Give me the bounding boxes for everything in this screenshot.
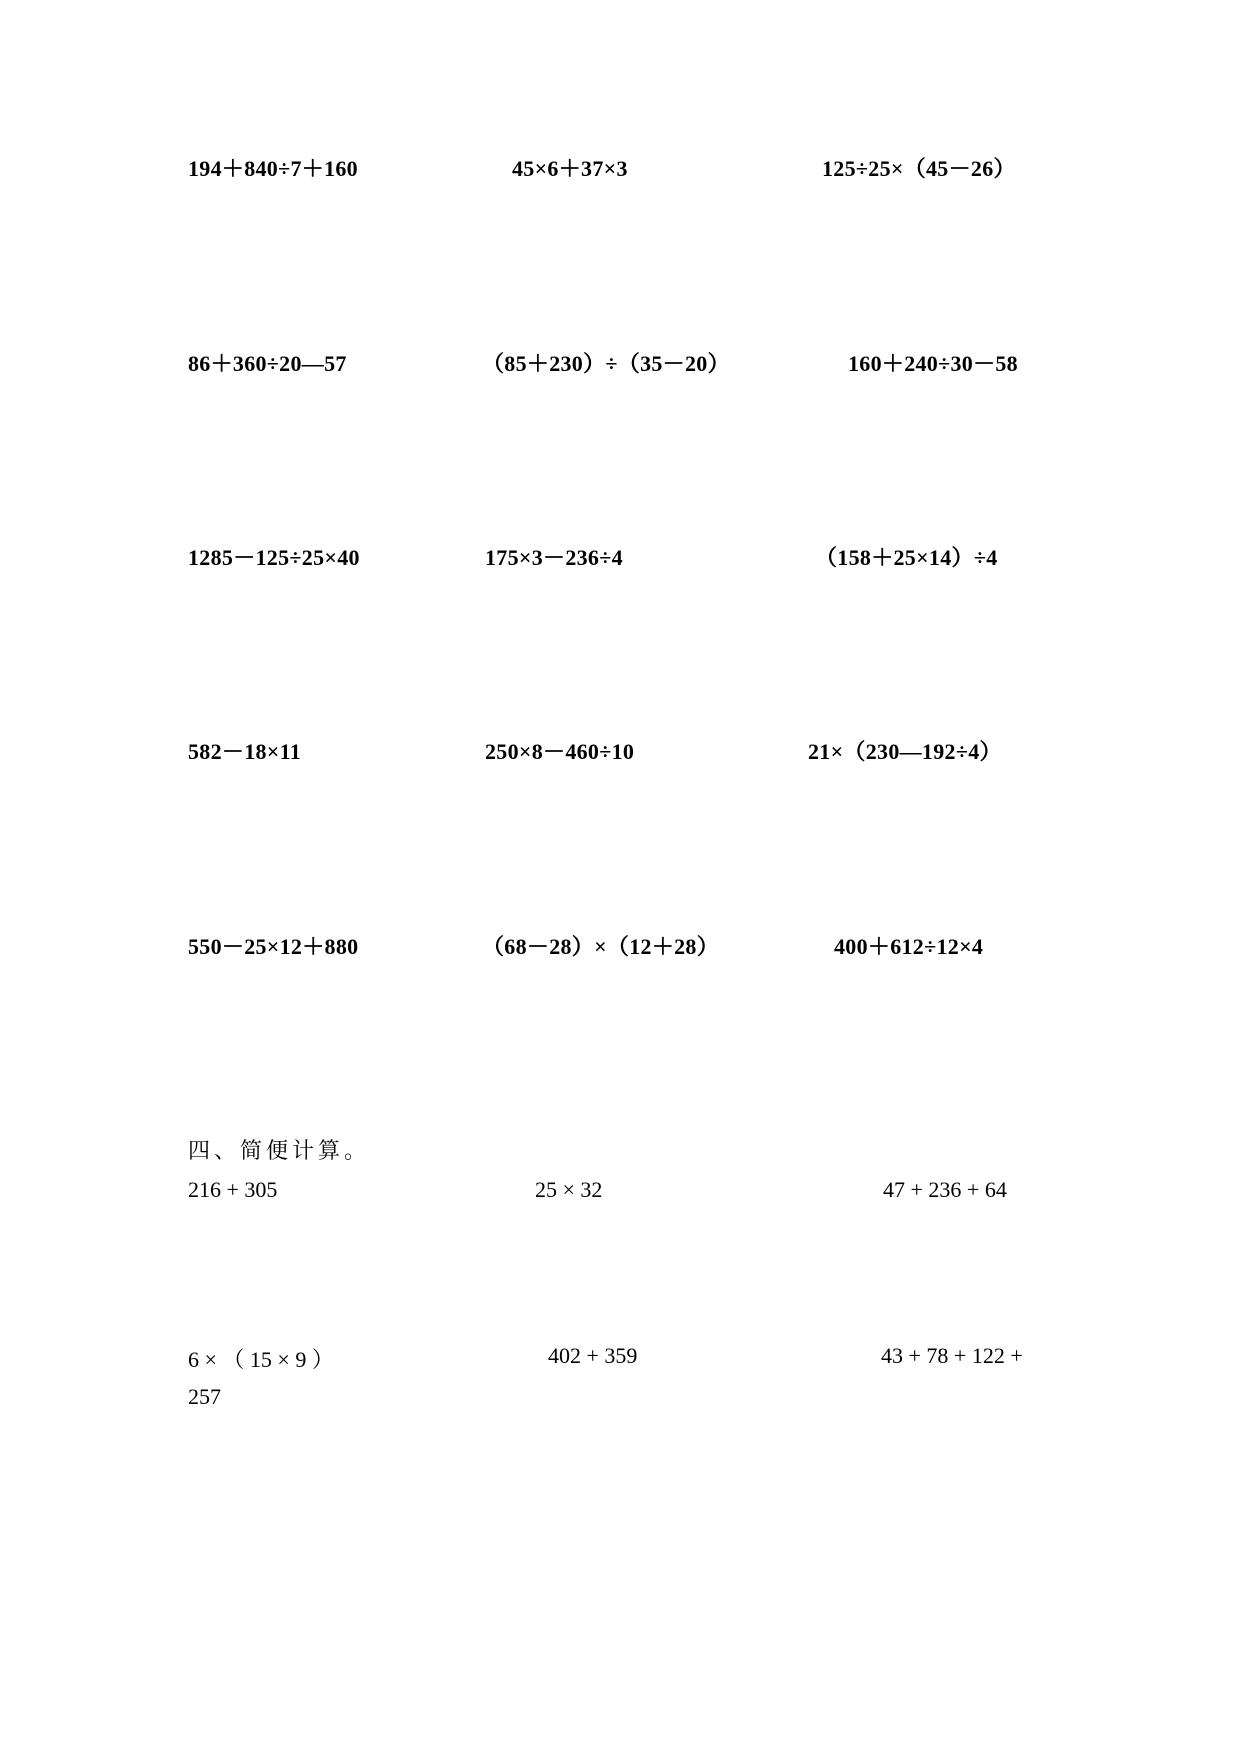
math-expression: 1285－125÷25×40 [188, 545, 360, 570]
math-expression: 47 + 236 + 64 [883, 1177, 1007, 1202]
math-expression: 250×8－460÷10 [485, 739, 635, 764]
math-expression: 45×6＋37×3 [512, 156, 628, 181]
math-expression-continued: 257 [188, 1384, 221, 1409]
math-expression: 175×3－236÷4 [485, 545, 623, 570]
math-expression: 160＋240÷30－58 [848, 351, 1018, 376]
math-expression: （158＋25×14）÷4 [815, 545, 998, 570]
math-expression: 6 × （ 15 × 9 ） [188, 1347, 334, 1372]
math-expression: 21×（230—192÷4） [808, 739, 1002, 764]
math-expression: 125÷25×（45－26） [822, 156, 1016, 181]
math-expression: 25 × 32 [535, 1177, 603, 1202]
math-expression: 550－25×12＋880 [188, 934, 359, 959]
math-expression: （85＋230）÷（35－20） [482, 351, 730, 376]
math-expression: 43 + 78 + 122 + [881, 1343, 1023, 1368]
section-heading: 四、简便计算。 [188, 1139, 371, 1164]
math-expression: （68－28）×（12＋28） [482, 934, 720, 959]
math-expression: 194＋840÷7＋160 [188, 156, 358, 181]
math-expression: 86＋360÷20—57 [188, 351, 347, 376]
math-expression: 582－18×11 [188, 739, 302, 764]
math-expression: 400＋612÷12×4 [834, 934, 984, 959]
math-expression: 216 + 305 [188, 1177, 278, 1202]
math-expression: 402 + 359 [548, 1343, 638, 1368]
